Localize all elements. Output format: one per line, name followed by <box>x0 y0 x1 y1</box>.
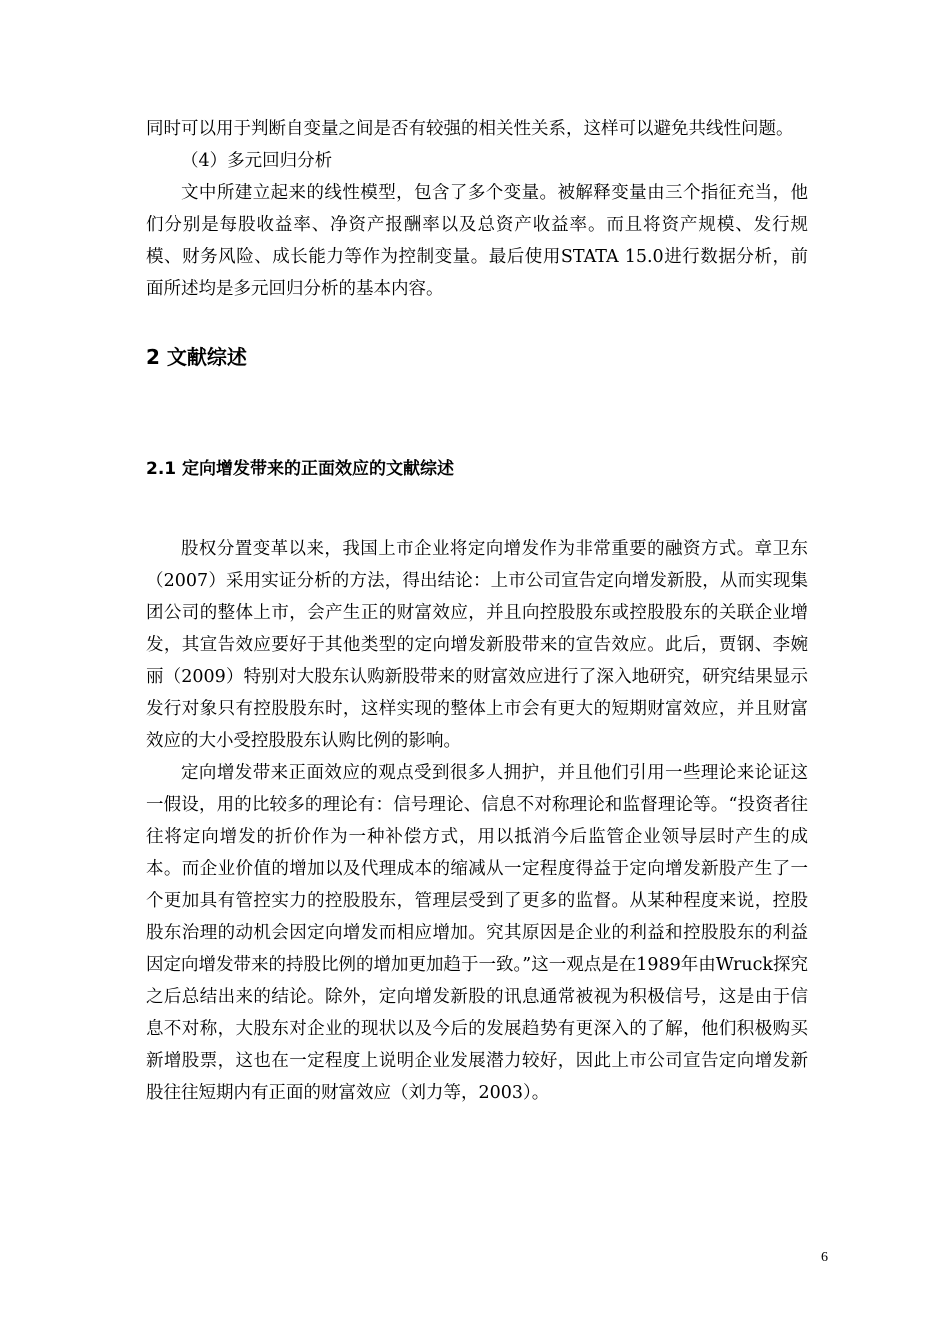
page-content <box>146 113 808 1109</box>
body-paragraph: 股权分置变革以来，我国上市企业将定向增发作为非常重要的融资方式。章卫东（2007）采用实证分析的方法，得出结论：上市公司宣告定向增发新股，从而实现集团公司的整体上市，会产生正的财富效应，并且向控股股东或控股股东的关联企业增发，其宣告效应要好于其他类型的定向增发新股带来的宣告效应。此后，贾钢、李婉丽（2009）特别对大股东认购新股带来的财富效应进行了深入地研究，研究结果显示发行对象只有控股股东时，这样实现的整体上市会有更大的短期财富效应，并且财富效应的大小受控股股东认购比例的影响。 <box>146 539 808 751</box>
page-number: 6 <box>821 1250 828 1265</box>
intro-subheading-regression: （4）多元回归分析 <box>181 151 333 171</box>
intro-paragraph-continuation: 同时可以用于判断自变量之间是否有较强的相关性关系，这样可以避免共线性问题。 <box>146 119 794 139</box>
intro-paragraph-regression: 文中所建立起来的线性模型，包含了多个变量。被解释变量由三个指征充当，他们分别是每股收益率、净资产报酬率以及总资产收益率。而且将资产规模、发行规模、财务风险、成长能力等作为控制变量。最后使用STATA 15.0进行数据分析，前面所述均是多元回归分析的基本内容。 <box>146 183 808 299</box>
body-paragraph: 定向增发带来正面效应的观点受到很多人拥护，并且他们引用一些理论来论证这一假设，用的比较多的理论有：信号理论、信息不对称理论和监督理论等。“投资者往往将定向增发的折价作为一种补偿方式，用以抵消今后监管企业领导层时产生的成本。而企业价值的增加以及代理成本的缩减从一定程度得益于定向增发新股产生了一个更加具有管控实力的控股股东，管理层受到了更多的监督。从某种程度来说，控股股东治理的动机会因定向增发而相应增加。究其原因是企业的利益和控股股东的利益因定向增发带来的持股比例的增加更加趋于一致。”这一观点是在1989年由Wruck探究之后总结出来的结论。除外，定向增发新股的讯息通常被视为积极信号，这是由于信息不对称，大股东对企业的现状以及今后的发展趋势有更深入的了解，他们积极购买新增股票，这也在一定程度上说明企业发展潜力较好，因此上市公司宣告定向增发新股往往短期内有正面的财富效应（刘力等，2003）。 <box>146 763 808 1103</box>
subsection-heading: 2.1 定向增发带来的正面效应的文献综述 <box>146 459 455 479</box>
section-heading: 2 文献综述 <box>146 345 247 369</box>
